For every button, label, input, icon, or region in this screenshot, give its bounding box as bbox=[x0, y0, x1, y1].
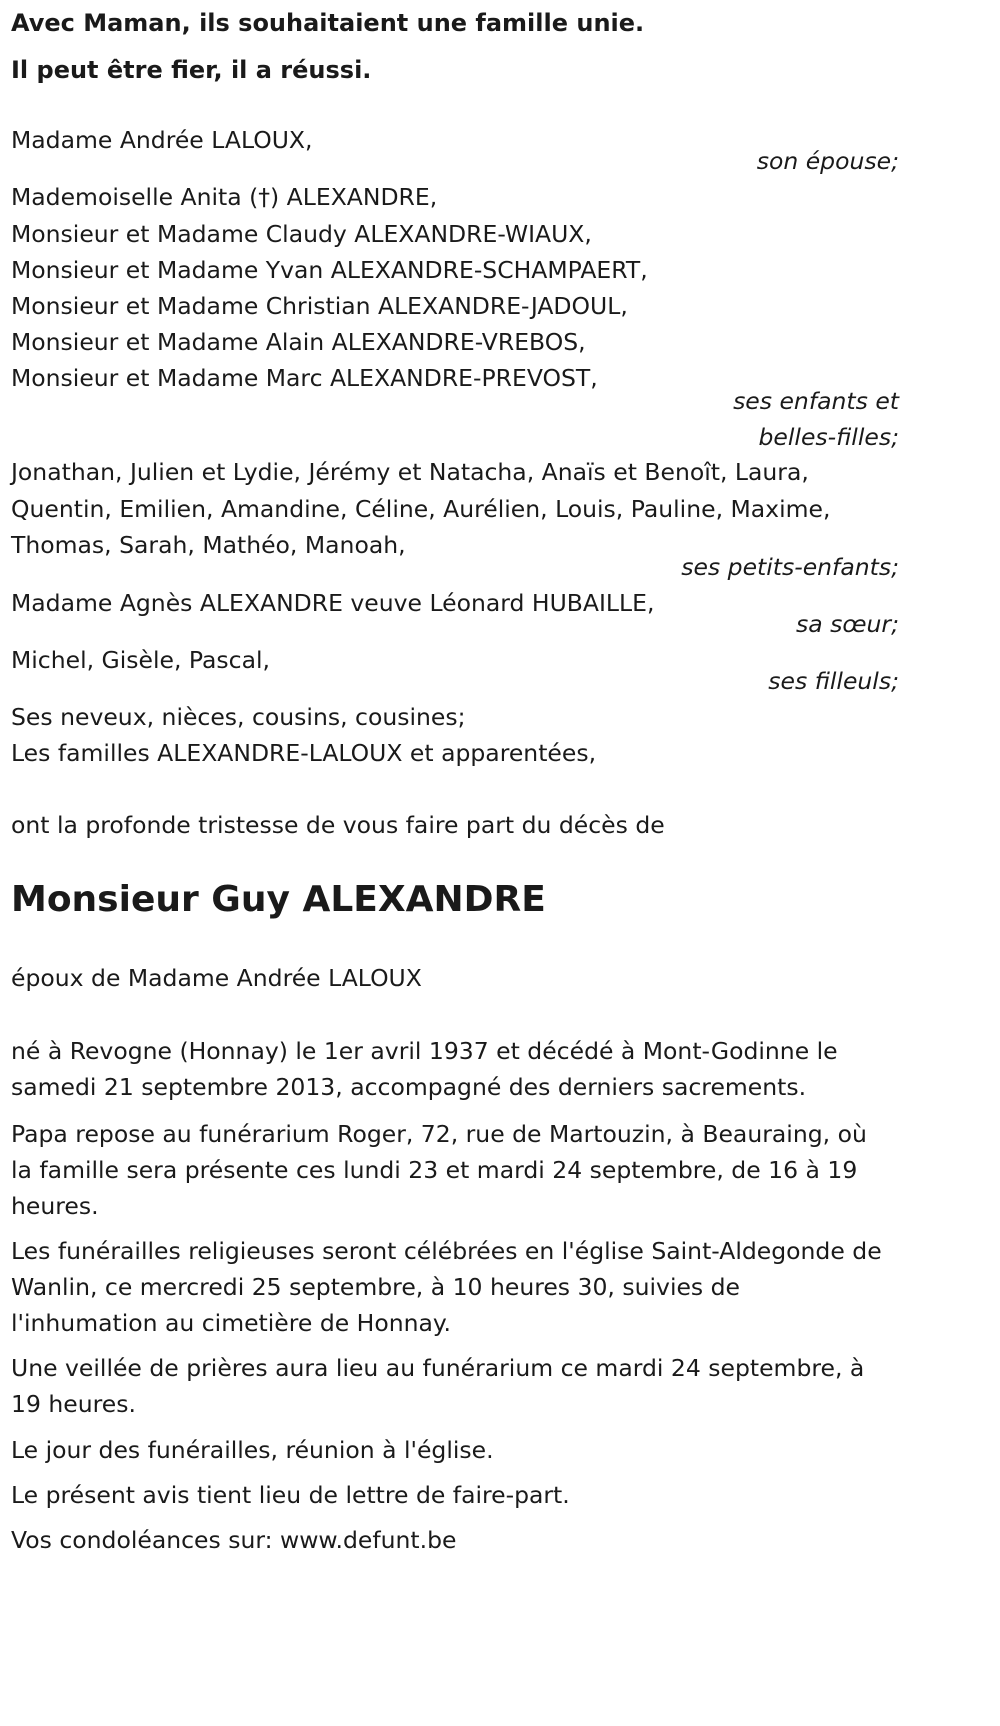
child-name: Mademoiselle Anita (†) ALEXANDRE, bbox=[11, 183, 438, 211]
detail-line: heures. bbox=[11, 1192, 99, 1220]
deceased-name: Monsieur Guy ALEXANDRE bbox=[11, 879, 546, 920]
grandchildren-names: Quentin, Emilien, Amandine, Céline, Aurélien, Louis, Pauline, Maxime, bbox=[11, 495, 831, 523]
detail-line: Wanlin, ce mercredi 25 septembre, à 10 heures 30, suivies de bbox=[11, 1273, 741, 1301]
godchildren-names: Michel, Gisèle, Pascal, bbox=[11, 646, 270, 674]
detail-line: Une veillée de prières aura lieu au funérarium ce mardi 24 septembre, à bbox=[11, 1354, 865, 1382]
detail-line: 19 heures. bbox=[11, 1390, 136, 1418]
intro-line: Il peut être fier, il a réussi. bbox=[11, 56, 372, 84]
detail-line: Papa repose au funérarium Roger, 72, rue de Martouzin, à Beauraing, où bbox=[11, 1120, 867, 1148]
announcement-text: ont la profonde tristesse de vous faire part du décès de bbox=[11, 811, 665, 839]
child-name: Monsieur et Madame Yvan ALEXANDRE-SCHAMPAERT, bbox=[11, 256, 648, 284]
child-name: Monsieur et Madame Marc ALEXANDRE-PREVOST, bbox=[11, 364, 598, 392]
relatives-line: Les familles ALEXANDRE-LALOUX et apparentées, bbox=[11, 739, 597, 767]
sister-role: sa sœur; bbox=[796, 610, 899, 638]
grandchildren-names: Jonathan, Julien et Lydie, Jérémy et Natacha, Anaïs et Benoît, Laura, bbox=[11, 458, 809, 486]
detail-line: Le jour des funérailles, réunion à l'église. bbox=[11, 1436, 494, 1464]
child-name: Monsieur et Madame Claudy ALEXANDRE-WIAUX, bbox=[11, 220, 592, 248]
children-role: ses enfants et bbox=[733, 387, 899, 415]
detail-line: né à Revogne (Honnay) le 1er avril 1937 et décédé à Mont-Godinne le bbox=[11, 1037, 838, 1065]
deceased-spouse-of: époux de Madame Andrée LALOUX bbox=[11, 964, 422, 992]
intro-line: Avec Maman, ils souhaitaient une famille unie. bbox=[11, 9, 645, 37]
spouse-role: son épouse; bbox=[756, 147, 899, 175]
detail-line: l'inhumation au cimetière de Honnay. bbox=[11, 1309, 451, 1337]
relatives-line: Ses neveux, nièces, cousins, cousines; bbox=[11, 703, 466, 731]
sister-name: Madame Agnès ALEXANDRE veuve Léonard HUBAILLE, bbox=[11, 589, 655, 617]
detail-line: samedi 21 septembre 2013, accompagné des derniers sacrements. bbox=[11, 1073, 807, 1101]
detail-line: la famille sera présente ces lundi 23 et mardi 24 septembre, de 16 à 19 bbox=[11, 1156, 858, 1184]
spouse-name: Madame Andrée LALOUX, bbox=[11, 126, 313, 154]
detail-line: Les funérailles religieuses seront célébrées en l'église Saint-Aldegonde de bbox=[11, 1237, 882, 1265]
godchildren-role: ses filleuls; bbox=[768, 667, 899, 695]
grandchildren-names: Thomas, Sarah, Mathéo, Manoah, bbox=[11, 531, 406, 559]
condolences-line: Vos condoléances sur: www.defunt.be bbox=[11, 1526, 457, 1554]
grandchildren-role: ses petits-enfants; bbox=[681, 553, 899, 581]
child-name: Monsieur et Madame Alain ALEXANDRE-VREBOS, bbox=[11, 328, 586, 356]
children-role: belles-filles; bbox=[758, 423, 899, 451]
detail-line: Le présent avis tient lieu de lettre de faire-part. bbox=[11, 1481, 570, 1509]
child-name: Monsieur et Madame Christian ALEXANDRE-JADOUL, bbox=[11, 292, 628, 320]
